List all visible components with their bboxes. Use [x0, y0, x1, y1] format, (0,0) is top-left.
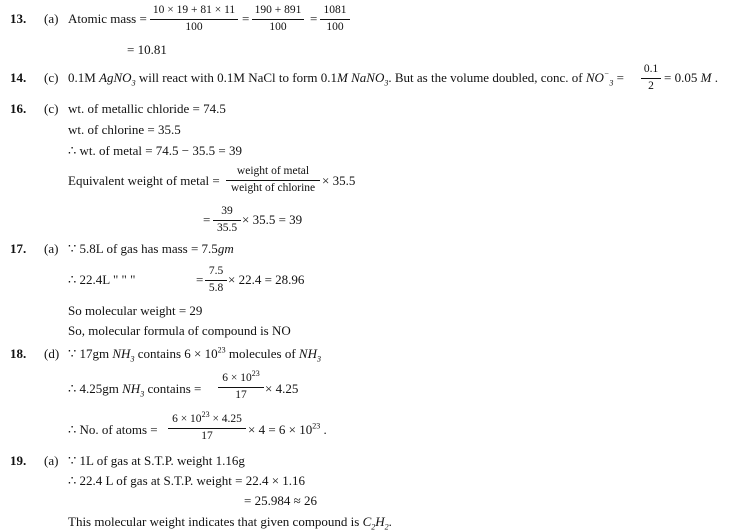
nh3-formula: $NH_3$	[298, 346, 321, 364]
option-13: (a)	[44, 11, 59, 26]
fraction-18-a-denominator: 17	[235, 388, 247, 401]
fraction-18-b-denominator: 17	[201, 429, 213, 442]
nh3-formula: $NH_3$	[112, 346, 135, 364]
fraction-13-a-numerator: 10 × 19 + 81 × 11	[150, 5, 238, 20]
result-13: = 10.81	[127, 42, 167, 57]
q19-line-2: ∴ 22.4 L of gas at S.T.P. weight = 22.4 × 1.16	[68, 473, 306, 488]
q19-line-1: ∵ 1L of gas at S.T.P. weight 1.16g	[68, 453, 245, 468]
agno3-formula: AgNO$_3$	[99, 70, 136, 88]
fraction-13-b-numerator: 190 + 891	[252, 5, 304, 20]
equivalent-weight-label: Equivalent weight of metal =	[68, 173, 220, 188]
no3-ion-formula: $NO^-_3$	[585, 69, 614, 88]
q17-line-3: So molecular weight = 29	[68, 303, 203, 318]
fraction-13-b-denominator: 100	[269, 20, 287, 33]
fraction-18-a-numerator: $6 \times 10^{23}$	[218, 373, 264, 388]
option-16: (c)	[44, 101, 59, 116]
q18-line-3-label: ∴ No. of atoms =	[68, 422, 158, 437]
question-number-18: 18.	[10, 346, 27, 361]
fraction-17-numerator: 7.5	[205, 266, 227, 281]
q19-line-3: = 25.984 ≈ 26	[244, 493, 317, 508]
fraction-13-c-denominator: 100	[326, 20, 344, 33]
fraction-13-a-denominator: 100	[185, 20, 203, 33]
question-number-14: 14.	[10, 70, 27, 85]
q16-multiplier: × 35.5	[322, 173, 356, 188]
q17-line-4: So, molecular formula of compound is NO	[68, 323, 291, 338]
nano3-formula: M NaNO$_3$	[337, 70, 389, 88]
q16-line-2: wt. of chlorine = 35.5	[68, 122, 181, 137]
fraction-13-c	[320, 5, 350, 33]
q18-line-2-label: ∴ 4.25gm $NH_3$ contains =	[68, 381, 202, 399]
fraction-18-b-numerator: $6 \times 10^{23} \times 4.25$	[168, 414, 246, 429]
fraction-16-b	[213, 206, 241, 234]
q16-line-3: ∴ wt. of metal = 74.5 − 35.5 = 39	[68, 143, 242, 158]
q14-part-a: 0.1M	[68, 70, 96, 85]
fraction-16-b-denominator: 35.5	[216, 221, 238, 234]
option-14: (c)	[44, 70, 59, 85]
equals-sign: =	[203, 212, 211, 227]
equals-sign: =	[310, 11, 318, 26]
fraction-18-b	[168, 410, 246, 442]
fraction-14-numerator: 0.1	[641, 64, 661, 79]
option-19: (a)	[44, 453, 59, 468]
q18-line-2-result: × 4.25	[265, 381, 299, 396]
q17-line-2-result: × 22.4 = 28.96	[228, 272, 305, 287]
fraction-14	[641, 64, 661, 92]
fraction-13-b	[252, 5, 304, 33]
q19-line-4: This molecular weight indicates that given compound is $C_2H_2$.	[68, 514, 392, 532]
fraction-13-a	[150, 5, 238, 33]
question-number-17: 17.	[10, 241, 27, 256]
fraction-18-a	[218, 369, 264, 401]
fraction-13-c-numerator: 1081	[320, 5, 350, 20]
fraction-14-denominator: 2	[648, 79, 654, 92]
nh3-formula: $NH_3$	[122, 381, 145, 399]
atomic-mass-label: Atomic mass =	[68, 11, 147, 26]
question-number-13: 13.	[10, 11, 27, 26]
q16-result: × 35.5 = 39	[242, 212, 303, 227]
q14-part-c: will react with 0.1M NaCl to form 0.1	[138, 70, 338, 85]
option-18: (d)	[44, 346, 60, 361]
option-17: (a)	[44, 241, 59, 256]
c2h2-formula: $C_2H_2$	[362, 514, 389, 532]
question-number-16: 16.	[10, 101, 27, 116]
fraction-16-a-numerator: weight of metal	[226, 166, 320, 181]
q18-line-3-result: × $4 = 6 \times 10^{23}$ .	[248, 421, 327, 437]
q16-line-1: wt. of metallic chloride = 74.5	[68, 101, 226, 116]
fraction-16-a-denominator: weight of chlorine	[230, 181, 316, 194]
fraction-17-denominator: 5.8	[208, 281, 224, 294]
equals-sign: =	[196, 272, 204, 287]
equals-sign: =	[242, 11, 250, 26]
fraction-17	[205, 266, 227, 294]
question-number-19: 19.	[10, 453, 27, 468]
fraction-16-b-numerator: 39	[213, 206, 241, 221]
result-14: = 0.05 M .	[664, 70, 718, 85]
q17-line-1: ∵ 5.8L of gas has mass = 7.5gm	[68, 241, 234, 256]
q14-text	[68, 69, 624, 88]
fraction-16-a	[226, 166, 320, 194]
q14-part-e: . But as the volume doubled, conc. of	[388, 70, 583, 85]
equals-sign: =	[616, 70, 624, 85]
q18-line-1: ∵ 17gm $NH_3$ contains $6 \times 10^{23}$ molecules of $NH_3$	[68, 345, 321, 364]
q17-line-2-label: ∴ 22.4L " " "	[68, 272, 136, 287]
